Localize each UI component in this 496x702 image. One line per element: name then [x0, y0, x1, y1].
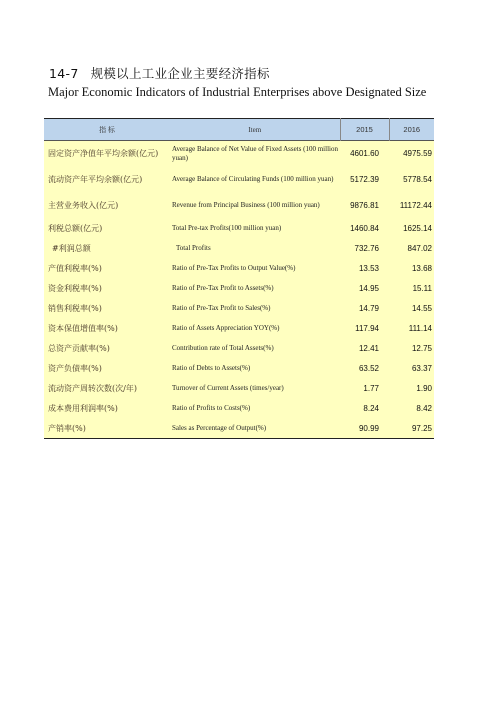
row-value-2016: 4975.59 — [403, 149, 432, 159]
row-value-2016: 8.42 — [416, 404, 432, 413]
table-row — [44, 379, 434, 399]
table-row — [44, 399, 434, 419]
row-value-2016: 12.75 — [411, 344, 432, 353]
row-value-2016: 5778.54 — [403, 175, 432, 184]
row-label-cn: 产值利税率(%) — [48, 264, 102, 273]
row-label-cn: 流动资产周转次数(次/年) — [48, 384, 137, 393]
table-row — [44, 239, 434, 259]
row-label-cn: #利润总额 — [52, 244, 91, 253]
row-label-en: Ratio of Pre-Tax Profit to Assets(%) — [172, 284, 274, 292]
row-label-cn: 成本费用利润率(%) — [48, 404, 118, 413]
row-label-cn: 总资产贡献率(%) — [48, 344, 110, 353]
table-number: 14-7 — [49, 66, 79, 81]
indicators-table — [44, 118, 434, 439]
row-label-cn: 利税总额(亿元) — [48, 224, 103, 233]
table-row — [44, 299, 434, 319]
table-row — [44, 259, 434, 279]
row-label-cn: 资本保值增值率(%) — [48, 324, 118, 333]
row-value-2015: 4601.60 — [350, 149, 379, 159]
row-label-en: Total Profits — [176, 244, 211, 252]
row-value-2016: 63.37 — [411, 364, 432, 373]
table-row — [44, 141, 434, 167]
row-value-2015: 1.77 — [363, 384, 379, 393]
row-label-cn: 产销率(%) — [48, 423, 86, 433]
row-value-2015: 63.52 — [358, 364, 379, 373]
row-label-cn: 资金利税率(%) — [48, 284, 102, 293]
table-row — [44, 339, 434, 359]
table-row — [44, 419, 434, 439]
table-row — [44, 279, 434, 299]
row-value-2016: 14.55 — [411, 304, 432, 313]
row-label-en: Ratio of Assets Appreciation YOY(%) — [172, 324, 280, 332]
table-title-english: Major Economic Indicators of Industrial Enterprises above Designated Size — [48, 85, 427, 99]
row-value-2015: 13.53 — [358, 264, 379, 273]
row-label-en: Ratio of Debts to Assets(%) — [172, 364, 251, 372]
table-row — [44, 219, 434, 239]
row-label-en: Ratio of Pre-Tax Profits to Output Value(%) — [172, 264, 296, 272]
row-value-2016: 13.68 — [411, 264, 432, 273]
table-row — [44, 359, 434, 379]
row-label-en: Contribution rate of Total Assets(%) — [172, 344, 274, 352]
row-label-en: Total Pre-tax Profits(100 million yuan) — [172, 224, 282, 232]
row-value-2015: 732.76 — [354, 244, 379, 253]
row-label-cn: 流动资产年平均余额(亿元) — [48, 175, 143, 184]
table-title-cn-text: 规模以上工业企业主要经济指标 — [90, 66, 270, 81]
row-value-2016: 847.02 — [407, 244, 432, 253]
header-year-2016: 2016 — [389, 119, 434, 141]
row-label-cn: 销售利税率(%) — [48, 304, 102, 313]
row-label-en: Revenue from Principal Business (100 million yuan) — [172, 201, 320, 209]
row-label-en: Sales as Percentage of Output(%) — [172, 423, 267, 432]
row-value-2015: 5172.39 — [350, 175, 379, 184]
row-value-2015: 9876.81 — [350, 201, 379, 210]
header-year-2015: 2015 — [340, 119, 389, 141]
row-value-2015: 14.79 — [358, 304, 379, 313]
row-value-2015: 14.95 — [358, 284, 379, 293]
row-value-2016: 11172.44 — [399, 201, 432, 210]
table-row — [44, 167, 434, 193]
row-label-en: Ratio of Profits to Costs(%) — [172, 404, 251, 412]
row-label-cn: 资产负债率(%) — [48, 364, 102, 373]
table-row — [44, 193, 434, 219]
row-value-2016: 15.11 — [412, 284, 432, 293]
row-value-2015: 117.94 — [355, 324, 379, 333]
row-value-2016: 97.25 — [411, 423, 432, 433]
row-label-en: Average Balance of Circulating Funds (100 million yuan) — [172, 175, 334, 183]
row-value-2015: 1460.84 — [350, 224, 379, 233]
header-item: Item — [248, 125, 262, 134]
row-value-2016: 1.90 — [416, 384, 432, 393]
row-label-cn: 固定资产净值年平均余额(亿元) — [48, 149, 159, 159]
table-title-chinese — [49, 64, 270, 82]
row-label-en: Average Balance of Net Value of Fixed Assets (100 million yuan) — [172, 144, 338, 162]
row-value-2016: 1625.14 — [403, 224, 432, 233]
table-header-row — [44, 119, 434, 141]
row-label-en: Turnover of Current Assets (times/year) — [172, 384, 284, 392]
row-label-en: Ratio of Pre-Tax Profit to Sales(%) — [172, 304, 271, 312]
table-row — [44, 319, 434, 339]
row-value-2015: 90.99 — [358, 423, 379, 433]
header-indicator: 指 标 — [99, 125, 115, 134]
row-value-2015: 12.41 — [358, 344, 379, 353]
row-value-2016: 111.14 — [408, 324, 432, 333]
row-value-2015: 8.24 — [363, 404, 379, 413]
row-label-cn: 主营业务收入(亿元) — [48, 201, 119, 210]
